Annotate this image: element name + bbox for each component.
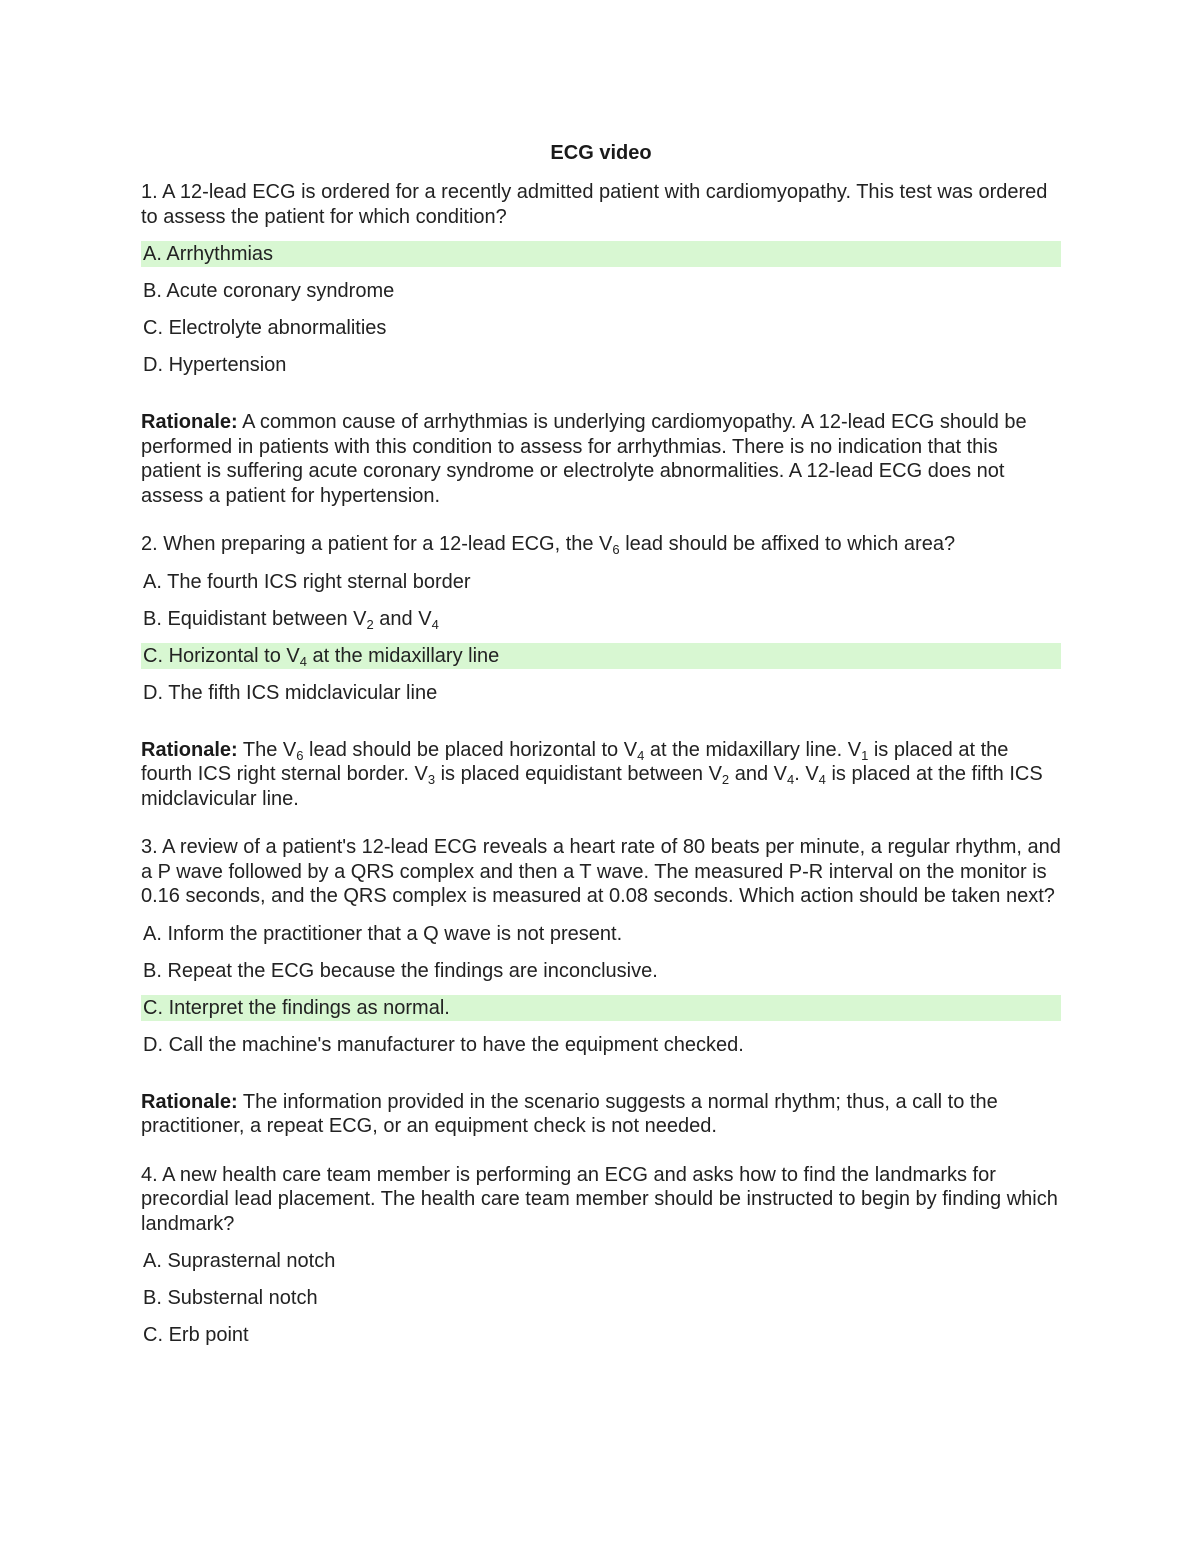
q3-option-c: C. Interpret the findings as normal. <box>141 995 1061 1021</box>
q2-option-b: B. Equidistant between $V_2$ and $V_4$ <box>143 607 439 632</box>
q1-option-c: C. Electrolyte abnormalities <box>143 317 387 339</box>
q4-option-b: B. Substernal notch <box>143 1287 318 1309</box>
q2-option-d: D. The fifth ICS midclavicular line <box>143 681 438 704</box>
q3-rationale <box>141 1090 1061 1139</box>
question-text: A 12-lead ECG is ordered for a recently admitted patient with cardiomyopathy. This test was ordered to assess the patient for which condition? <box>141 181 1048 228</box>
rationale-label: Rationale: <box>141 411 238 433</box>
rationale-text: The information provided in the scenario suggests a normal rhythm; thus, a call to the practitioner, a repeat ECG, or an equipment check is not needed. <box>141 1090 998 1137</box>
rationale-label: Rationale: <box>141 738 238 761</box>
question-3-stem: 3. A review of a patient's 12-lead ECG reveals a heart rate of 80 beats per minute, a regular rhythm, and a P wave followed by a QRS complex and then a T wave. The measured P-R interval on the monitor is 0.16 seconds, and the QRS complex is measured at 0.08 seconds. Which action should be taken next? <box>141 836 1061 907</box>
rationale-text: A common cause of arrhythmias is underlying cardiomyopathy. A 12-lead ECG should be performed in patients with this condition to assess for arrhythmias. There is no indication that this patient is suffering acute coronary syndrome or electrolyte abnormalities. A 12-lead ECG does not assess a patient for hypertension. <box>141 411 1027 507</box>
q1-option-a: A. Arrhythmias <box>141 241 1061 267</box>
q3-option-b: B. Repeat the ECG because the findings are inconclusive. <box>143 959 658 982</box>
q3-option-a: A. Inform the practitioner that a Q wave is not present. <box>143 922 623 945</box>
question-number: 1. <box>141 181 158 203</box>
q1-option-b: B. Acute coronary syndrome <box>143 280 395 302</box>
page-title: ECG video <box>550 142 652 164</box>
question-4-stem: 4. A new health care team member is performing an ECG and asks how to find the landmarks for precordial lead placement. The health care team member should be instructed to begin by finding which landmark? <box>141 1163 1058 1235</box>
q1-option-d: D. Hypertension <box>143 354 287 376</box>
q4-option-a: A. Suprasternal notch <box>143 1250 336 1272</box>
question-1-stem <box>141 180 1061 229</box>
q4-option-c: C. Erb point <box>143 1324 249 1346</box>
q2-rationale: Rationale: The $V_6$ lead should be placed horizontal to $V_4$ at the midaxillary line. $V_1$ is placed at the fourth ICS right sternal border. $V_3$ is placed equidistant between $V_2$ and $V_4$. $V_4$ is placed at the fifth ICS midclavicular line. <box>141 738 1043 810</box>
document-page <box>141 140 1061 1359</box>
q2-option-c: C. Horizontal to $V_4$ at the midaxillary line <box>141 643 1061 669</box>
q3-option-d: D. Call the machine's manufacturer to have the equipment checked. <box>143 1033 744 1056</box>
question-2-stem: 2. When preparing a patient for a 12-lead ECG, the $V_6$ lead should be affixed to which area? <box>141 533 956 557</box>
rationale-label: Rationale: <box>141 1090 238 1113</box>
q1-rationale <box>141 410 1061 508</box>
q2-option-a: A. The fourth ICS right sternal border <box>143 570 471 593</box>
